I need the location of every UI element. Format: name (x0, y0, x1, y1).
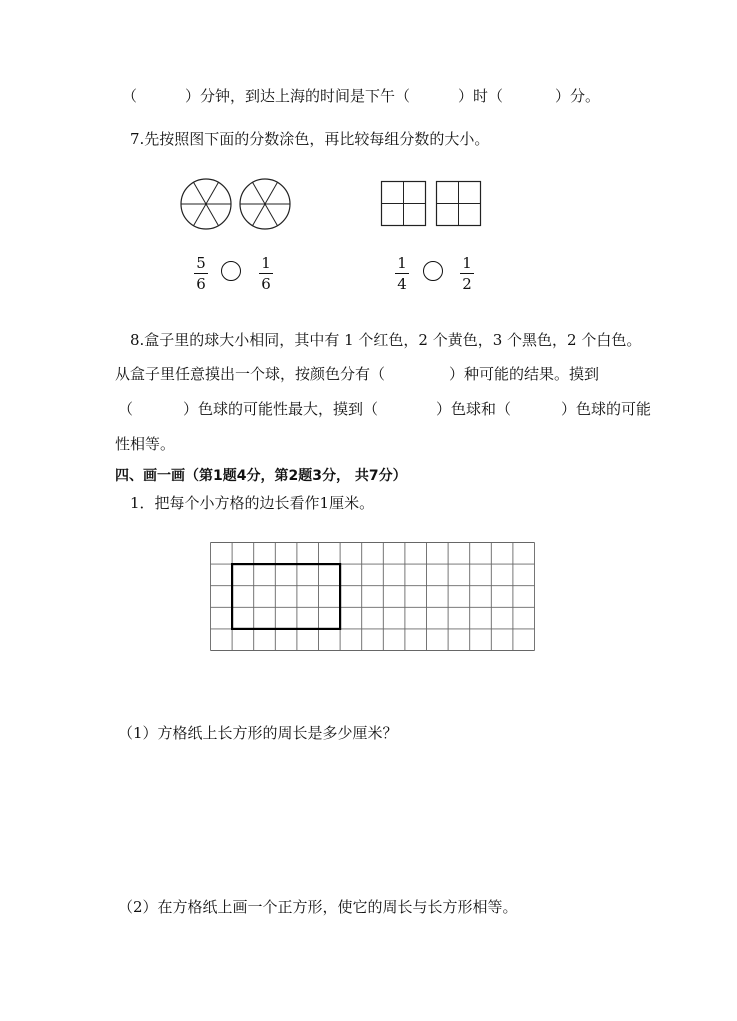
q8-text: 从盒子里任意摸出一个球，按颜色分有（ (115, 365, 386, 383)
q8-text: ）色球的可能 (561, 400, 652, 418)
numerator: 1 (261, 254, 271, 272)
section4-sub2: （2）在方格纸上画一个正方形，使它的周长与长方形相等。 (118, 898, 518, 916)
q8-text: ）色球和（ (436, 400, 512, 418)
numerator: 5 (196, 254, 206, 272)
fraction-left-2 (393, 254, 411, 293)
section-heading: 四、画一画（第1题4分，第2题3分， 共7分） (115, 468, 407, 484)
section4-q1-prompt: 1．把每个小方格的边长看作1厘米。 (130, 494, 375, 512)
circle-sixths-1[interactable] (180, 178, 232, 230)
fraction-bar (460, 273, 474, 274)
q6-text-2: ）分钟，到达上海的时间是下午（ (185, 87, 411, 105)
circle-sixths-2[interactable] (239, 178, 291, 230)
denominator: 6 (196, 275, 206, 293)
rectangle-outline (232, 564, 340, 629)
q6-text-3: ）时（ (458, 87, 504, 105)
denominator: 2 (462, 275, 472, 293)
q8-text: ）种可能的结果。摸到 (449, 365, 600, 383)
q8-line-4: 性相等。 (115, 435, 176, 453)
q7-prompt: 7.先按照图下面的分数涂色，再比较每组分数的大小。 (130, 130, 490, 148)
compare-circle-1[interactable] (221, 261, 241, 281)
section4-sub1: （1）方格纸上长方形的周长是多少厘米？ (118, 724, 398, 742)
q8-line-2 (115, 364, 599, 384)
q6-tail-line (122, 86, 600, 106)
compare-circle-2[interactable] (423, 261, 443, 281)
denominator: 6 (261, 275, 271, 293)
fraction-right-1 (257, 254, 275, 293)
denominator: 4 (397, 275, 407, 293)
fraction-left-1 (192, 254, 210, 293)
square-quarters-2[interactable] (436, 181, 481, 226)
q6-text-4: ）分。 (555, 87, 601, 105)
q8-text: ）色球的可能性最大，摸到（ (183, 400, 379, 418)
q8-text: （ (118, 400, 134, 418)
q6-text-1: （ (122, 87, 138, 105)
square-quarters-1[interactable] (381, 181, 426, 226)
fraction-bar (194, 273, 208, 274)
fraction-right-2 (458, 254, 476, 293)
numerator: 1 (462, 254, 472, 272)
q8-line-3 (118, 399, 651, 419)
q8-line-1: 8.盒子里的球大小相同，其中有 1 个红色，2 个黄色，3 个黑色，2 个白色。 (130, 331, 642, 349)
fraction-bar (395, 273, 409, 274)
grid-paper[interactable] (210, 542, 536, 652)
fraction-bar (259, 273, 273, 274)
numerator: 1 (397, 254, 407, 272)
